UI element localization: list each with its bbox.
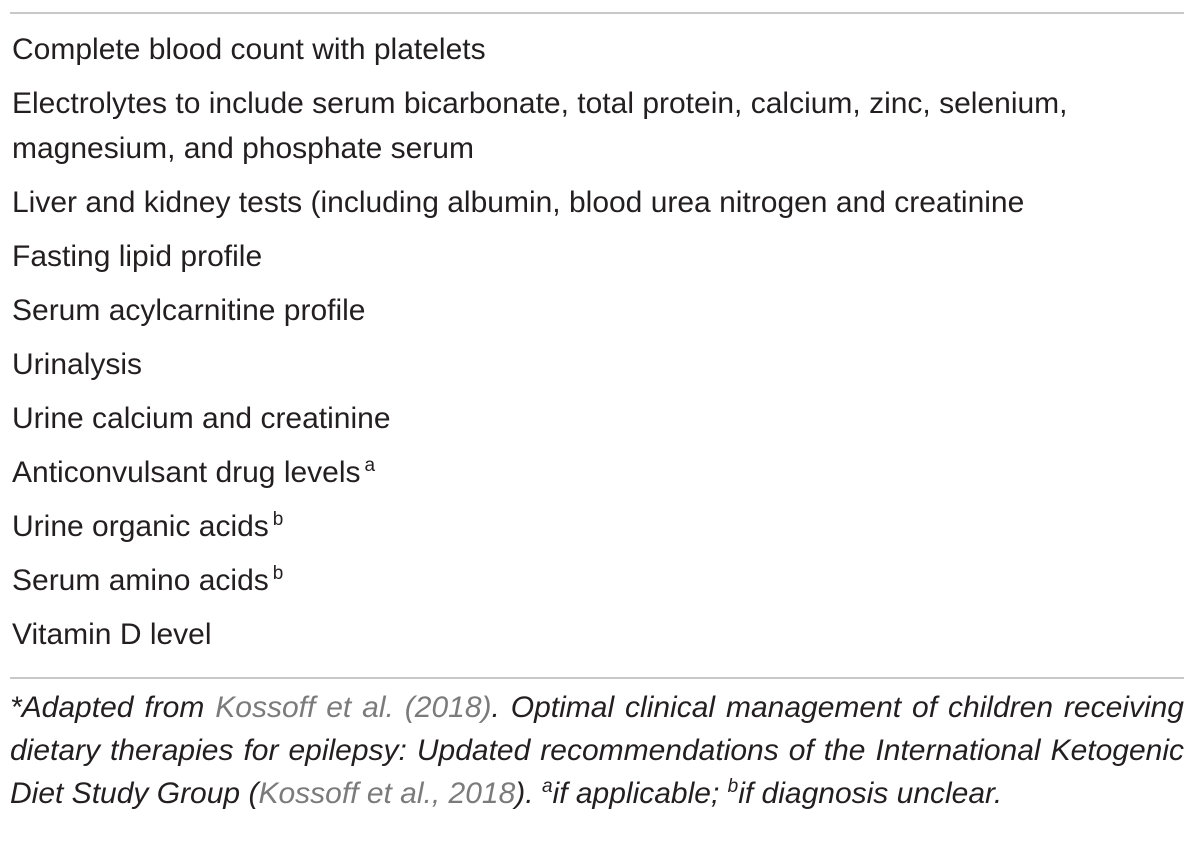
top-rule <box>10 12 1184 14</box>
item-text: Liver and kidney tests (including albumin, blood urea nitrogen and creatinine <box>12 186 1025 219</box>
citation-link[interactable]: Kossoff et al., 2018 <box>258 777 516 810</box>
item-text: Urine organic acids <box>12 510 269 543</box>
test-list <box>12 27 1184 666</box>
table-footnote <box>10 686 1184 815</box>
footnote-close: ). <box>515 777 542 810</box>
list-item <box>12 180 1184 225</box>
item-text: Urinalysis <box>12 348 143 381</box>
footnote-note-a: if applicable; <box>552 777 728 810</box>
list-item <box>12 288 1184 333</box>
footnote-marker-b: b <box>727 776 739 797</box>
item-text: Serum amino acids <box>12 564 269 597</box>
footnote-marker: b <box>272 509 284 530</box>
item-text: Urine calcium and creatinine <box>12 402 391 435</box>
list-item <box>12 27 1184 72</box>
list-item <box>12 342 1184 387</box>
list-item <box>12 612 1184 657</box>
footnote-note-b: if diagnosis unclear. <box>738 777 1003 810</box>
list-item <box>12 450 1184 495</box>
footnote-marker: a <box>364 455 376 476</box>
item-text: Complete blood count with platelets <box>12 33 486 66</box>
list-item <box>12 81 1172 171</box>
footnote-marker: b <box>272 563 284 584</box>
footnote-rule <box>10 677 1184 679</box>
list-item <box>12 234 1184 279</box>
citation-link[interactable]: Kossoff et al. (2018) <box>215 691 492 724</box>
list-item <box>12 396 1184 441</box>
item-text: Vitamin D level <box>12 618 212 651</box>
footnote-marker-a: a <box>541 776 553 797</box>
footnote-body: . Optimal clinical management of children receiving dietary therapies for epilepsy: Updated recommendations of the International Ketogenic Diet Study Group ( <box>10 691 1184 810</box>
footnote-prefix: *Adapted from <box>10 691 216 724</box>
item-text: Serum acylcarnitine profile <box>12 294 366 327</box>
item-text: Electrolytes to include serum bicarbonate, total protein, calcium, zinc, selenium, magnesium, and phosphate serum <box>12 87 1068 165</box>
item-text: Anticonvulsant drug levels <box>12 456 361 489</box>
list-item <box>12 504 1184 549</box>
list-item <box>12 558 1184 603</box>
item-text: Fasting lipid profile <box>12 240 263 273</box>
